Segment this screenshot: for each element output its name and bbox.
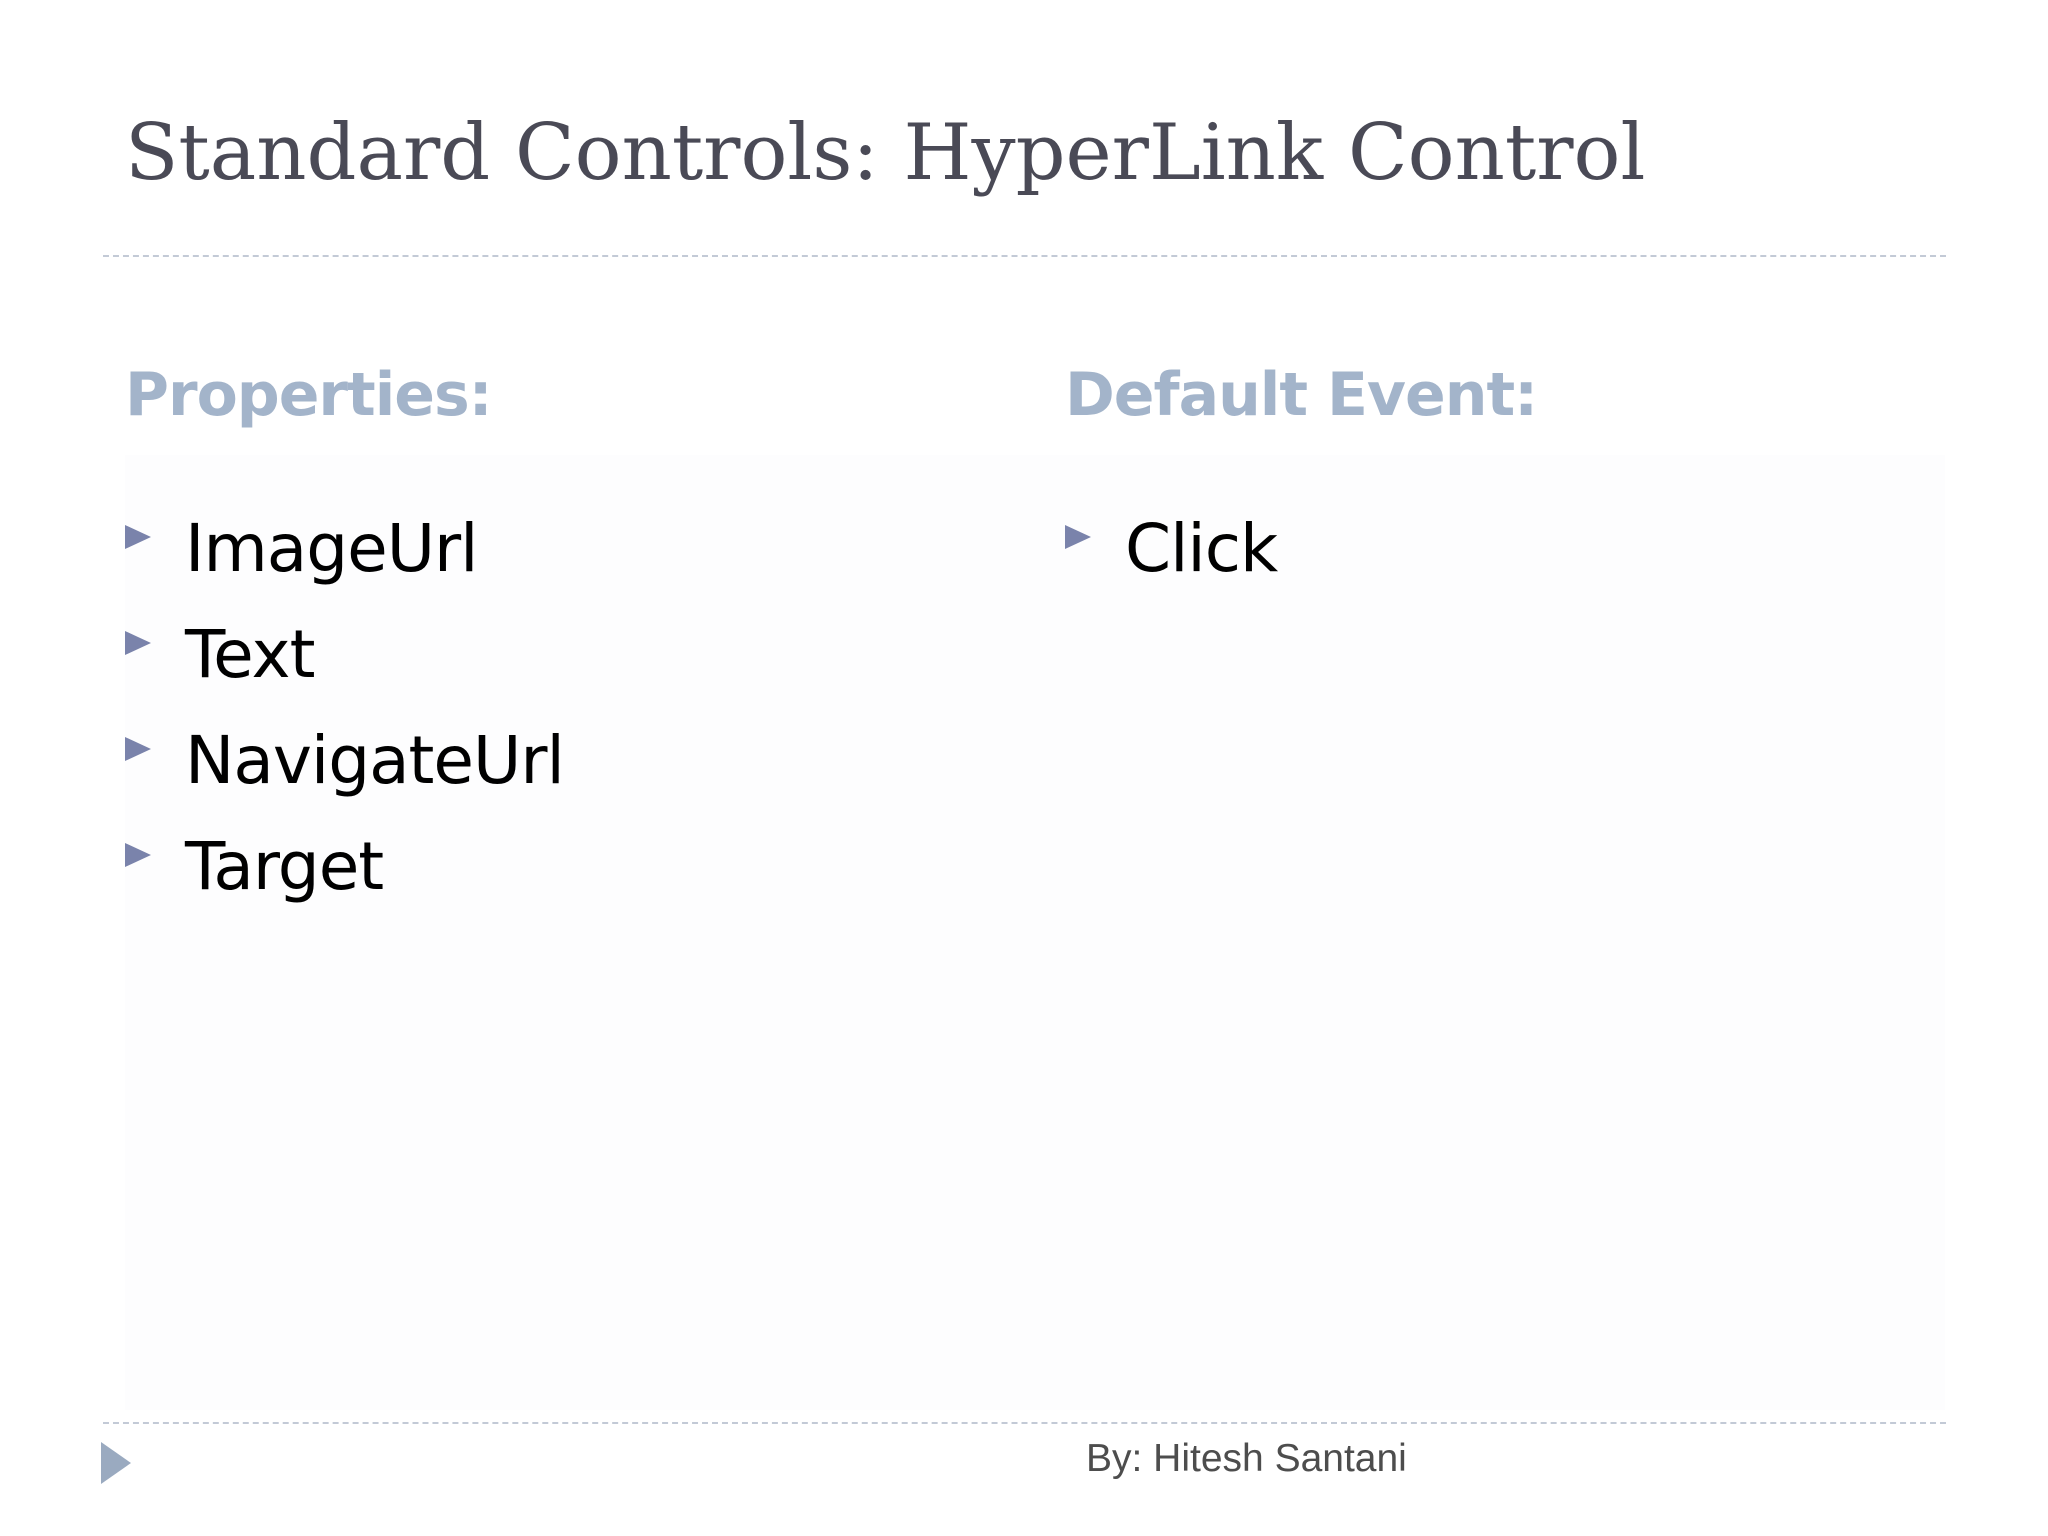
- list-item-label: NavigateUrl: [185, 721, 564, 799]
- list-item-label: Text: [185, 615, 315, 693]
- triangle-right-icon: [125, 631, 151, 655]
- default-event-column: [1065, 360, 1538, 587]
- list-item-label: Click: [1125, 509, 1278, 587]
- properties-list: [125, 495, 564, 919]
- list-item: [125, 495, 564, 601]
- list-item-label: ImageUrl: [185, 509, 478, 587]
- list-item: [125, 707, 564, 813]
- triangle-right-icon: [101, 1442, 131, 1484]
- footer-divider: [103, 1422, 1946, 1424]
- triangle-right-icon: [1065, 525, 1091, 549]
- list-item: [125, 601, 564, 707]
- default-event-heading: Default Event:: [1065, 360, 1538, 430]
- list-item: [1065, 495, 1277, 601]
- list-item-label: Target: [185, 827, 384, 905]
- slide-title: Standard Controls: HyperLink Control: [125, 108, 1646, 198]
- properties-column: [125, 360, 564, 905]
- triangle-right-icon: [125, 737, 151, 761]
- default-event-list: [1065, 495, 1277, 601]
- triangle-right-icon: [125, 843, 151, 867]
- footer-author: By: Hitesh Santani: [1086, 1437, 1407, 1480]
- triangle-right-icon: [125, 525, 151, 549]
- list-item: [125, 813, 564, 919]
- title-divider: [103, 255, 1946, 257]
- properties-heading: Properties:: [125, 360, 492, 430]
